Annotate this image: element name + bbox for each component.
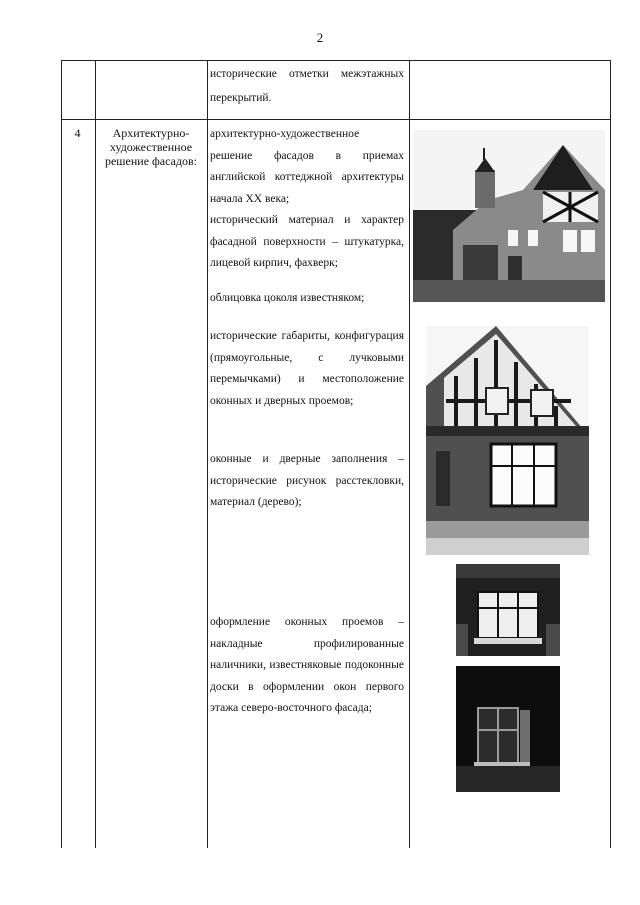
window-photo-dark-detail <box>456 666 560 792</box>
facade-item-2: исторический материал и характер фасадной поверхности – штукатурка, лицевой кирпич, фахверк; <box>210 214 404 269</box>
page-number: 2 <box>316 30 324 45</box>
house-photo-gable-tower <box>413 130 605 302</box>
facade-item-1: архитектурно-художественное решение фасадов в приемах английской коттеджной архитектуры начала XX века; <box>210 128 404 205</box>
table-divider-1 <box>95 60 96 848</box>
facade-item-6: оформление оконных проемов – накладные профилированные наличники, известняковые подоконные доски в оформлении окон первого этажа северо-восточного фасада; <box>210 616 404 714</box>
table-border-left <box>61 60 62 848</box>
table-row-separator <box>61 119 611 120</box>
table-divider-2 <box>207 60 208 848</box>
continued-row-text: исторические отметки межэтажных перекрытий. <box>210 68 404 104</box>
table-border-right <box>610 60 611 848</box>
facade-item-5: оконные и дверные заполнения – исторические рисунок расстекловки, материал (дерево); <box>210 453 404 508</box>
window-photo-exterior <box>456 564 560 656</box>
house-photo-half-timber-gable <box>426 326 589 555</box>
section-title: Архитектурно-художественное решение фасадов: <box>104 126 198 168</box>
table-border-top <box>61 60 611 61</box>
row-number: 4 <box>74 126 81 140</box>
table-divider-3 <box>409 60 410 848</box>
facade-item-4: исторические габариты, конфигурация (прямоугольные, с лучковыми перемычками) и местоположение оконных и дверных проемов; <box>210 330 404 407</box>
facade-item-3: облицовка цоколя известняком; <box>210 292 365 304</box>
